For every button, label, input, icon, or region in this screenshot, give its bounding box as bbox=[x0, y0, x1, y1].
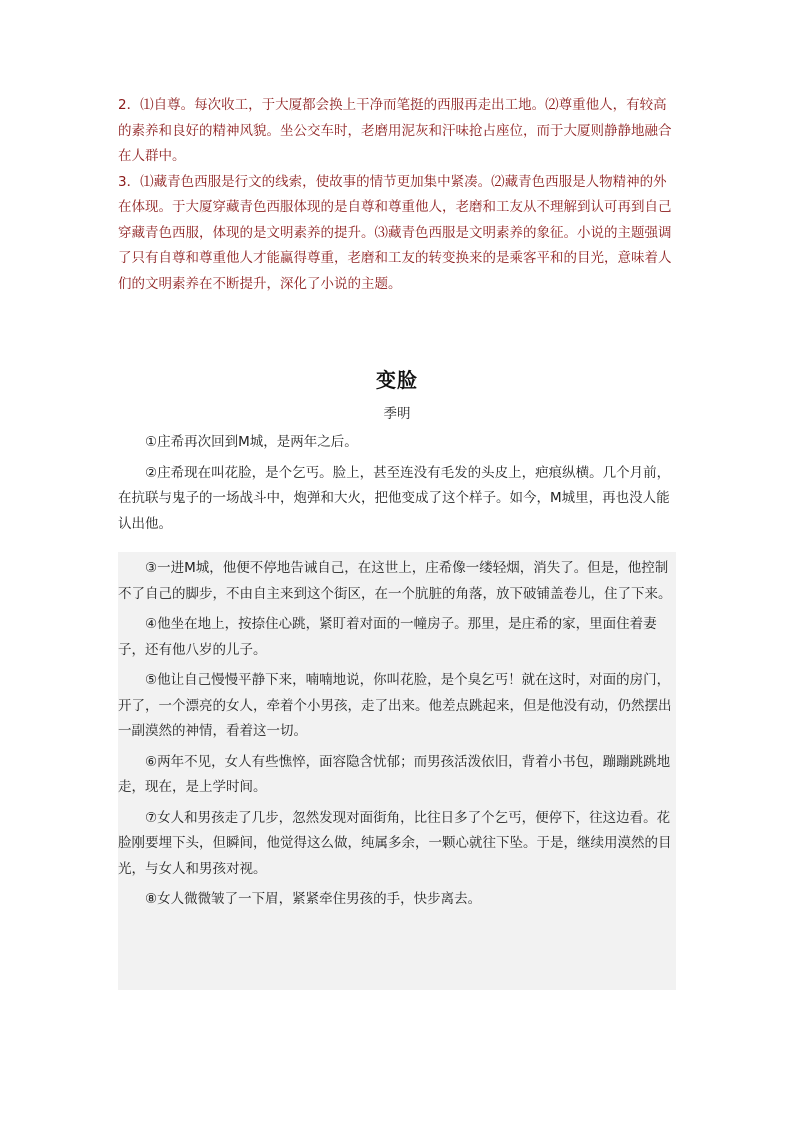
story-paragraph-3: ③一进M城，他便不停地告诫自己，在这世上，庄希像一缕轻烟，消失了。但是，他控制不了自己的脚步，不由自主来到这个街区，在一个肮脏的角落，放下破铺盖卷儿，住了下来。 bbox=[118, 560, 672, 602]
story-paragraph-2: ②庄希现在叫花脸，是个乞丐。脸上，甚至连没有毛发的头皮上，疤痕纵横。几个月前，在抗联与鬼子的一场战斗中，炮弹和大火，把他变成了这个样子。如今，M城里，再也没人能认出他。 bbox=[118, 464, 671, 532]
story-paragraph-4: ④他坐在地上，按捺住心跳，紧盯着对面的一幢房子。那里，是庄希的家，里面住着妻子，还有他八岁的儿子。 bbox=[118, 616, 657, 658]
answer-3: 3．⑴藏青色西服是行文的线索，使故事的情节更加集中紧凑。⑵藏青色西服是人物精神的外在体现。于大厦穿藏青色西服体现的是自尊和尊重他人，老磨和工友从不理解到认可再到自己穿藏青色西服，体现的是文明素养的提升。⑶藏青色西服是文明素养的象征。小说的主题强调了只有自尊和尊重他人才能赢得尊重，老磨和工友的转变换来的是乘客平和的目光，意味着人们的文明素养在不断提升，深化了小说的主题。 bbox=[118, 173, 672, 292]
answer-section bbox=[118, 93, 676, 297]
story-author: 季明 bbox=[383, 406, 411, 422]
story-paragraph-8: ⑧女人微微皱了一下眉，紧紧牵住男孩的手，快步离去。 bbox=[145, 891, 482, 907]
story-paragraph-1: ①庄希再次回到M城，是两年之后。 bbox=[145, 434, 358, 450]
story-body-shaded bbox=[118, 556, 676, 918]
story-paragraph-5: ⑤他让自己慢慢平静下来，喃喃地说，你叫花脸，是个臭乞丐！就在这时，对面的房门，开了，一个漂亮的女人，牵着个小男孩，走了出来。他差点跳起来，但是他没有动，仍然摆出一副漠然的神情，看着这一切。 bbox=[118, 672, 672, 739]
story-body bbox=[118, 430, 676, 542]
story-title: 变脸 bbox=[376, 368, 418, 392]
answer-2: 2．⑴自尊。每次收工，于大厦都会换上干净而笔挺的西服再走出工地。⑵尊重他人，有较高的素养和良好的精神风貌。坐公交车时，老磨用泥灰和汗味抢占座位，而于大厦则静静地融合在人群中。 bbox=[118, 97, 672, 164]
story-paragraph-6: ⑥两年不见，女人有些憔悴，面容隐含忧郁；而男孩活泼依旧，背着小书包，蹦蹦跳跳地走，现在，是上学时间。 bbox=[118, 753, 671, 795]
story-paragraph-7: ⑦女人和男孩走了几步，忽然发现对面街角，比往日多了个乞丐，便停下，往这边看。花脸刚要埋下头，但瞬间，他觉得这么做，纯属多余，一颗心就往下坠。于是，继续用漠然的目光，与女人和男孩对视。 bbox=[118, 809, 672, 877]
